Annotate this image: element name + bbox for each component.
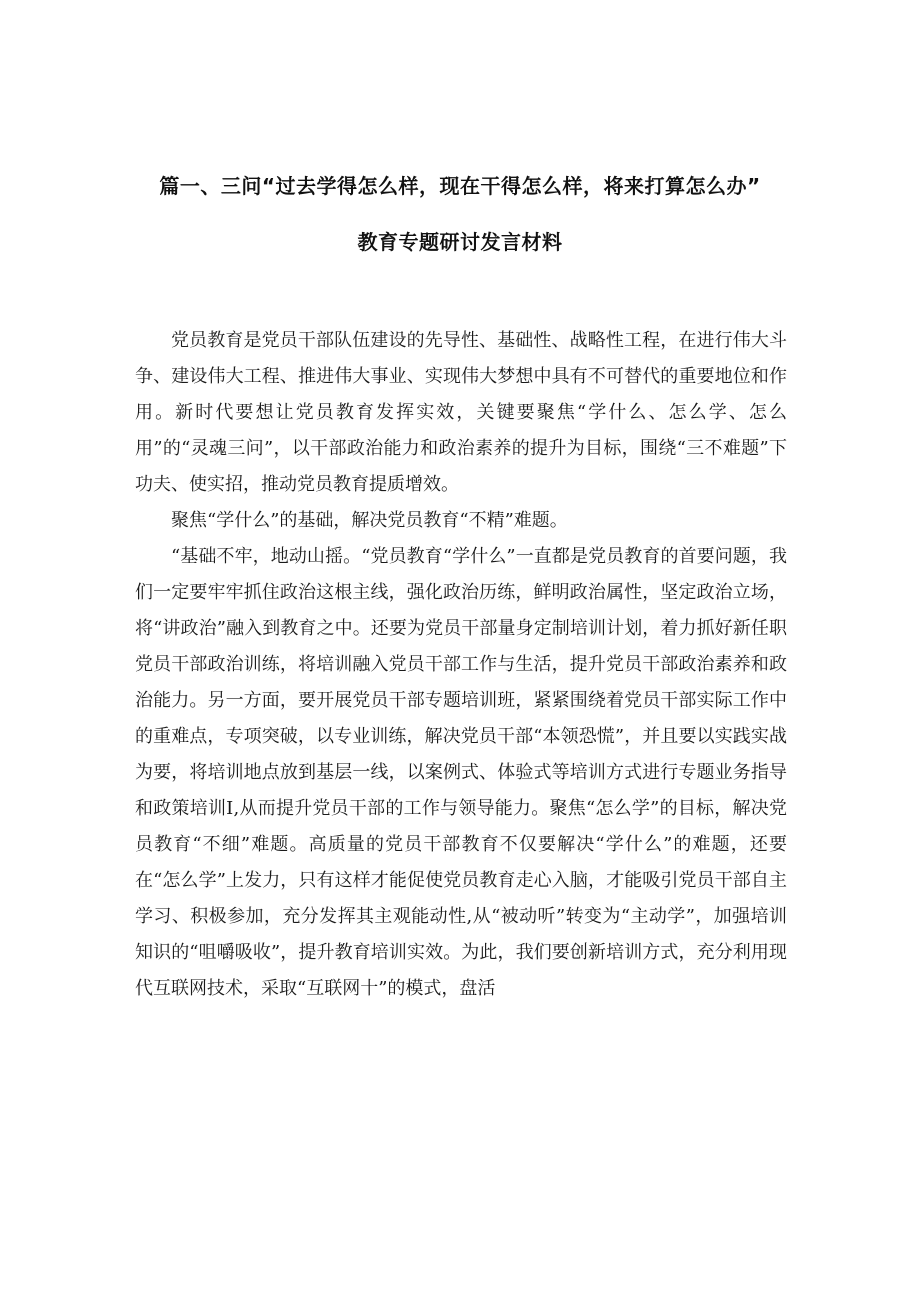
- document-body: [135, 323, 787, 1007]
- paragraph-intro: 党员教育是党员干部队伍建设的先导性、基础性、战略性工程，在进行伟大斗争、建设伟大工程、推进伟大事业、实现伟大梦想中具有不可替代的重要地位和作用。新时代要想让党员教育发挥实效，关键要聚焦“学什么、怎么学、怎么用”的“灵魂三问”，以干部政治能力和政治素养的提升为目标，围绕“三不难题”下功夫、使实招，推动党员教育提质增效。: [135, 330, 787, 495]
- document-title-line2: 教育专题研讨发言材料: [357, 230, 563, 254]
- document-title-line1: 篇一、三问“过去学得怎么样，现在干得怎么样，将来打算怎么办”: [159, 174, 761, 198]
- paragraph-heading-1: 聚焦“学什么”的基础，解决党员教育“不精”难题。: [171, 510, 568, 531]
- paragraph-body-1: “基础不牢，地动山摇。“党员教育“学什么”一直都是党员教育的首要问题，我们一定要牢牢抓住政治这根主线，强化政治历练，鲜明政治属性，坚定政治立场，将“讲政治”融入到教育之中。还要为党员干部量身定制培训计划，着力抓好新任职党员干部政治训练，将培训融入党员干部工作与生活，提升党员干部政治素养和政治能力。另一方面，要开展党员干部专题培训班，紧紧围绕着党员干部实际工作中的重难点，专项突破，以专业训练，解决党员干部“本领恐慌”，并且要以实践实战为要，将培训地点放到基层一线，以案例式、体验式等培训方式进行专题业务指导和政策培训Ⅰ,从而提升党员干部的工作与领导能力。聚焦“怎么学”的目标，解决党员教育“不细”难题。高质量的党员干部教育不仅要解决“学什么”的难题，还要在“怎么学”上发力，只有这样才能促使党员教育走心入脑，才能吸引党员干部自主学习、积极参加，充分发挥其主观能动性,从“被动听”转变为“主动学”，加强培训知识的“咀嚼吸收”，提升教育培训实效。为此，我们要创新培训方式，充分利用现代互联网技术，采取“互联网十”的模式，盘活: [135, 546, 787, 999]
